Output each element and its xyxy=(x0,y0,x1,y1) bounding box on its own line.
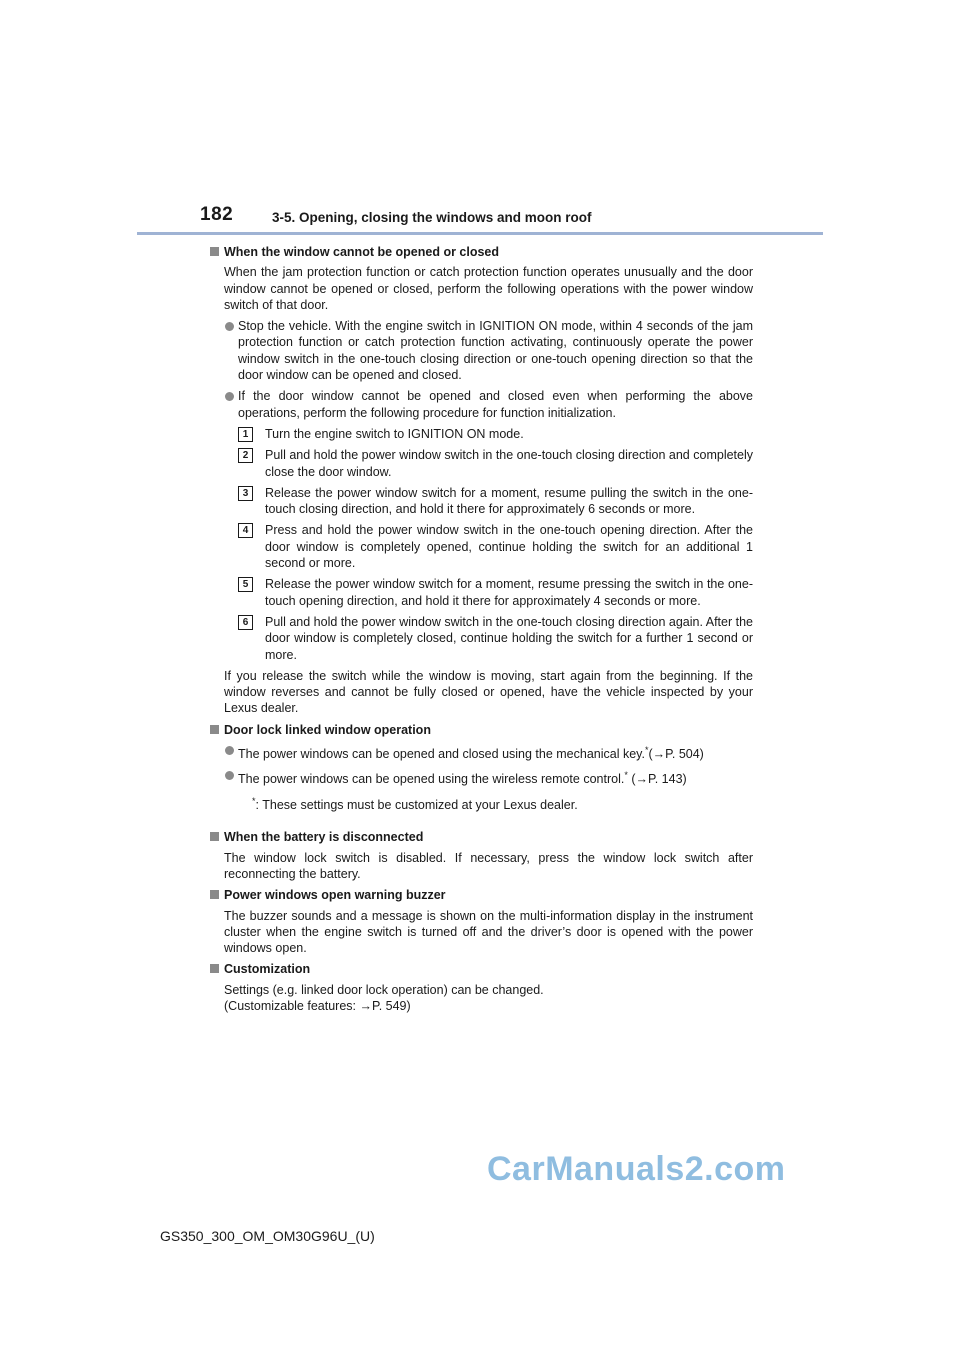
section-title: 3-5. Opening, closing the windows and moon roof xyxy=(272,210,592,225)
paragraph: The window lock switch is disabled. If necessary, press the window lock switch after reconnecting the battery. xyxy=(224,850,753,881)
watermark-logo: CarManuals2.com xyxy=(487,1150,786,1188)
step-item: 1 Turn the engine switch to IGNITION ON mode. xyxy=(238,426,753,442)
paragraph: If you release the switch while the window is moving, start again from the beginning. If the window reverses and cannot be fully closed or opened, have the vehicle inspected by your Lexus dealer. xyxy=(224,668,753,716)
step-item: 5 Release the power window switch for a moment, resume pressing the switch in the one-touch opening direction, and hold it there for approximately 4 seconds or more. xyxy=(238,576,753,609)
step-number: 4 xyxy=(238,523,253,538)
heading-door-lock-linked: Door lock linked window operation xyxy=(208,722,753,738)
square-bullet-icon xyxy=(210,247,219,256)
page-reference[interactable]: (→P. 504) xyxy=(648,747,704,762)
circle-bullet-icon xyxy=(225,322,234,331)
circle-bullet-icon xyxy=(225,392,234,401)
footnote: *: These settings must be customized at your Lexus dealer. xyxy=(252,795,578,813)
page-reference[interactable]: (Customizable features: →P. 549) xyxy=(224,999,411,1014)
page-reference[interactable]: (→P. 143) xyxy=(631,772,687,787)
list-item: The power windows can be opened and closed using the mechanical key.*(→P. 504) xyxy=(224,742,753,762)
paragraph: Settings (e.g. linked door lock operation) can be changed. xyxy=(224,982,544,997)
footer-code: GS350_300_OM_OM30G96U_(U) xyxy=(160,1228,375,1244)
step-number: 5 xyxy=(238,577,253,592)
square-bullet-icon xyxy=(210,832,219,841)
step-number: 1 xyxy=(238,427,253,442)
step-number: 6 xyxy=(238,615,253,630)
list-item: If the door window cannot be opened and closed even when performing the above operations, perform the following procedure for function initialization. xyxy=(224,388,753,421)
step-item: 4 Press and hold the power window switch in the one-touch opening direction. After the door window is completely opened, continue holding the switch for an additional 1 second or more. xyxy=(238,522,753,571)
step-item: 3 Release the power window switch for a moment, resume pulling the switch in the one-touch closing direction, and hold it there for approximately 6 seconds or more. xyxy=(238,485,753,518)
page-number: 182 xyxy=(200,204,234,225)
paragraph: The buzzer sounds and a message is shown on the multi-information display in the instrument cluster when the engine switch is turned off and the driver’s door is opened with the power windows open. xyxy=(224,908,753,956)
square-bullet-icon xyxy=(210,964,219,973)
paragraph: When the jam protection function or catch protection function operates unusually and the door window cannot be opened or closed, perform the following operations with the power window switch of that door. xyxy=(224,265,753,312)
header-divider xyxy=(137,232,823,235)
heading-warning-buzzer: Power windows open warning buzzer xyxy=(208,887,753,903)
heading-customization: Customization xyxy=(208,961,753,977)
page-content xyxy=(208,244,753,1019)
step-number: 3 xyxy=(238,486,253,501)
step-number: 2 xyxy=(238,448,253,463)
heading-battery-disconnected: When the battery is disconnected xyxy=(208,829,753,845)
circle-bullet-icon xyxy=(225,746,234,755)
list-item: Stop the vehicle. With the engine switch in IGNITION ON mode, within 4 seconds of the jam protection function or catch protection function activating, continuously operate the power window switch in the one-touch closing direction or one-touch opening direction so that the door window can be opened and closed. xyxy=(224,318,753,383)
heading-window-cannot-open: When the window cannot be opened or closed xyxy=(208,244,753,260)
circle-bullet-icon xyxy=(225,771,234,780)
square-bullet-icon xyxy=(210,890,219,899)
list-item: The power windows can be opened using the wireless remote control.* (→P. 143) xyxy=(224,767,753,787)
square-bullet-icon xyxy=(210,725,219,734)
step-item: 6 Pull and hold the power window switch in the one-touch closing direction again. After the door window is completely closed, continue holding the switch for a further 1 second or more. xyxy=(238,614,753,663)
step-item: 2 Pull and hold the power window switch in the one-touch closing direction and completely close the door window. xyxy=(238,447,753,480)
